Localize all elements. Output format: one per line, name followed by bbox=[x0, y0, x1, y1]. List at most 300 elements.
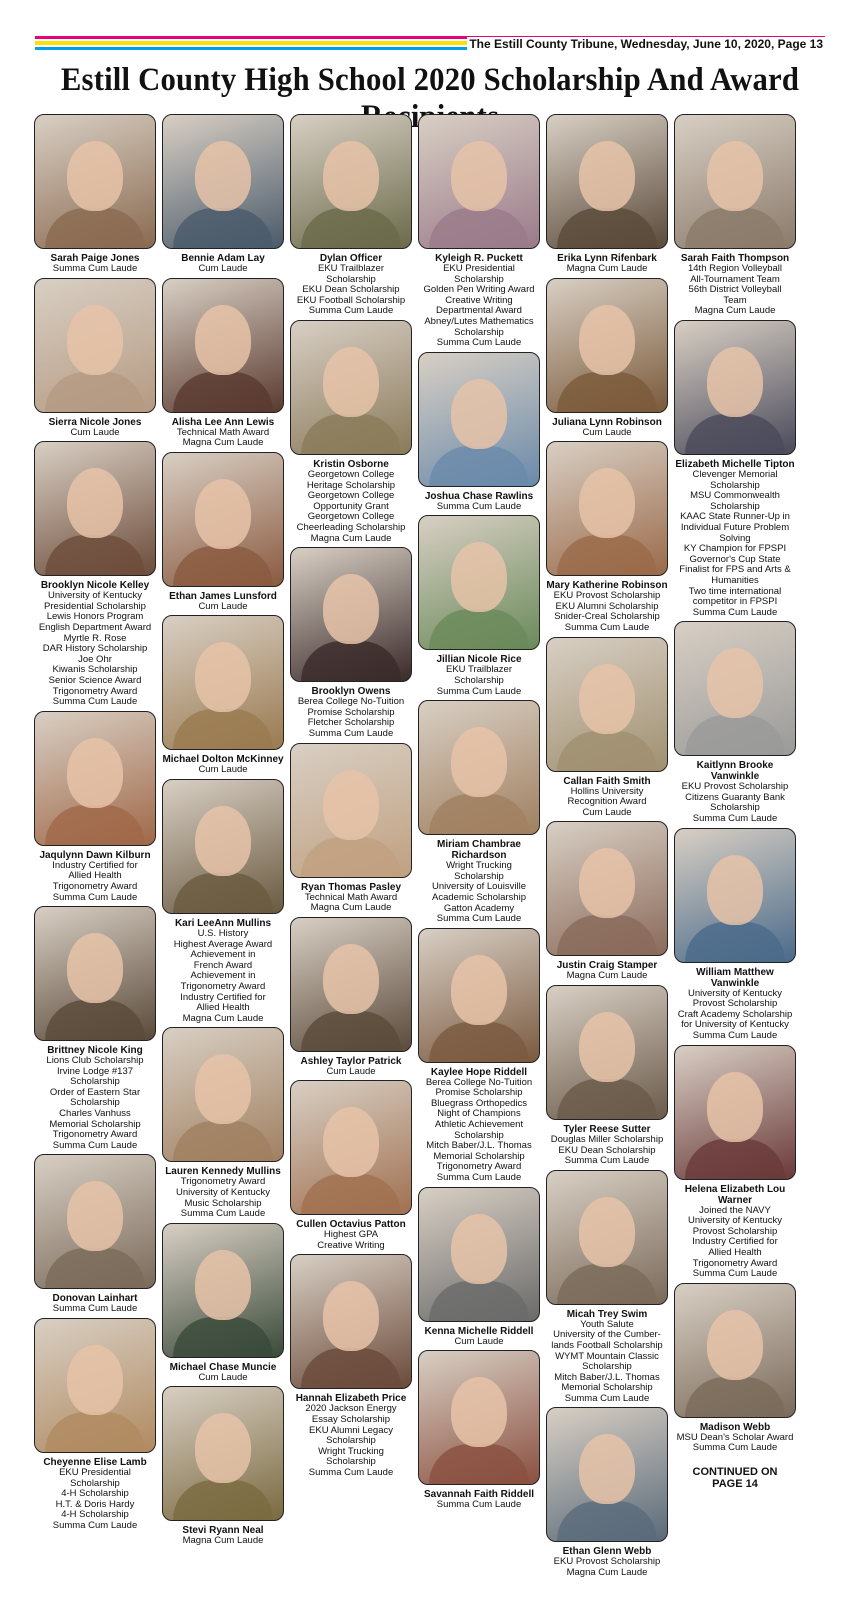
portrait-shoulders bbox=[685, 922, 785, 962]
award-line: Summa Cum Laude bbox=[564, 621, 650, 633]
recipient-name: Hannah Elizabeth Price bbox=[295, 1393, 407, 1405]
award-line: Wright Trucking bbox=[318, 1445, 384, 1457]
recipient-entry bbox=[33, 906, 157, 1151]
portrait-shoulders bbox=[45, 535, 145, 575]
portrait-photo bbox=[674, 114, 796, 249]
award-line: Achievement in bbox=[190, 949, 256, 961]
award-line: Night of Champions bbox=[437, 1108, 521, 1120]
portrait-shoulders bbox=[301, 414, 401, 454]
recipient-entry bbox=[417, 515, 541, 697]
recipient-name: Elizabeth Michelle Tipton bbox=[675, 458, 795, 470]
portrait-face bbox=[195, 479, 251, 549]
portrait-photo bbox=[546, 1407, 668, 1542]
portrait-photo bbox=[162, 278, 284, 413]
award-line: Mitch Baber/J.L. Thomas bbox=[426, 1140, 532, 1152]
award-line: Lions Club Scholarship bbox=[46, 1055, 144, 1067]
award-line: Individual Future Problem bbox=[680, 521, 790, 533]
portrait-photo bbox=[674, 1283, 796, 1418]
recipient-name: Erika Lynn Rifenbark bbox=[557, 253, 657, 264]
portrait-shoulders bbox=[429, 446, 529, 486]
portrait-shoulders bbox=[557, 915, 657, 955]
award-line: Clevenger Memorial bbox=[692, 468, 778, 480]
award-line: Scholarship bbox=[582, 1361, 632, 1373]
recipient-entry bbox=[545, 985, 669, 1167]
recipient-entry bbox=[673, 828, 797, 1042]
award-line: Trigonometry Award bbox=[436, 1161, 522, 1173]
portrait-shoulders bbox=[173, 709, 273, 749]
award-line: Summa Cum Laude bbox=[436, 1172, 522, 1184]
recipient-name: William Matthew Vanwinkle bbox=[696, 966, 774, 989]
award-line: Myrtle R. Rose bbox=[63, 632, 127, 644]
portrait-face bbox=[195, 1413, 251, 1483]
award-line: Summa Cum Laude bbox=[564, 1155, 650, 1167]
recipient-name: Cheyenne Elise Lamb bbox=[43, 1457, 147, 1469]
award-line: KY Champion for FPSPI bbox=[683, 543, 787, 555]
portrait-face bbox=[579, 1012, 635, 1082]
recipient-entry bbox=[33, 114, 157, 275]
recipient-name: Ryan Thomas Pasley bbox=[300, 881, 402, 893]
portrait-photo bbox=[34, 711, 156, 846]
award-line: Georgetown College bbox=[307, 490, 395, 502]
award-line: 14th Region Volleyball bbox=[687, 263, 782, 274]
award-line: competitor in FPSPI bbox=[692, 596, 778, 608]
portrait-shoulders bbox=[45, 1000, 145, 1040]
recipient-entry bbox=[417, 352, 541, 513]
award-line: Promise Scholarship bbox=[435, 1087, 523, 1099]
portrait-shoulders bbox=[429, 794, 529, 834]
award-line: Scholarship bbox=[454, 326, 504, 338]
recipient-entry bbox=[33, 711, 157, 903]
portrait-photo bbox=[546, 821, 668, 956]
portrait-photo bbox=[418, 1187, 540, 1322]
award-line: MSU Dean's Scholar Award bbox=[676, 1431, 794, 1443]
recipient-column bbox=[673, 114, 797, 1490]
recipient-entry bbox=[545, 1407, 669, 1578]
award-line: Gatton Academy bbox=[443, 902, 515, 914]
recipient-entry bbox=[161, 779, 285, 1024]
award-line: Berea College No-Tuition bbox=[297, 696, 405, 708]
award-line: Summa Cum Laude bbox=[52, 696, 138, 708]
award-line: Promise Scholarship bbox=[307, 706, 395, 718]
award-line: Trigonometry Award bbox=[52, 685, 138, 697]
award-line: Creative Writing bbox=[317, 1239, 385, 1251]
award-line: Senior Science Award bbox=[48, 674, 142, 686]
recipient-entry bbox=[33, 1318, 157, 1532]
recipient-entry bbox=[289, 1254, 413, 1478]
award-line: Youth Salute bbox=[580, 1318, 634, 1330]
recipient-entry bbox=[161, 114, 285, 275]
recipient-name: Kyleigh R. Puckett bbox=[435, 253, 523, 264]
award-line: University of Kentucky bbox=[688, 987, 782, 999]
award-line: Cum Laude bbox=[198, 600, 248, 612]
award-line: Memorial Scholarship bbox=[561, 1382, 653, 1394]
recipient-name: Donovan Lainhart bbox=[52, 1293, 138, 1305]
recipient-entry bbox=[545, 821, 669, 982]
recipient-name: Alisha Lee Ann Lewis bbox=[171, 416, 275, 428]
award-line: French Award bbox=[193, 959, 253, 971]
award-line: WYMT Mountain Classic bbox=[555, 1350, 659, 1362]
award-line: Team bbox=[723, 294, 747, 306]
award-line: Industry Certified for bbox=[692, 1236, 778, 1248]
portrait-shoulders bbox=[173, 372, 273, 412]
recipient-column bbox=[417, 114, 541, 1514]
recipient-entry bbox=[289, 917, 413, 1078]
recipient-entry bbox=[417, 700, 541, 925]
award-line: All-Tournament Team bbox=[690, 273, 780, 285]
portrait-face bbox=[707, 1310, 763, 1380]
portrait-photo bbox=[290, 743, 412, 878]
portrait-photo bbox=[162, 615, 284, 750]
award-line: Cum Laude bbox=[326, 1065, 376, 1077]
portrait-face bbox=[451, 1377, 507, 1447]
award-line: Governor's Cup State bbox=[689, 553, 781, 565]
award-line: Magna Cum Laude bbox=[566, 1567, 648, 1579]
portrait-face bbox=[67, 1345, 123, 1415]
recipient-name: Brittney Nicole King bbox=[47, 1045, 143, 1057]
portrait-shoulders bbox=[557, 1264, 657, 1304]
award-line: Provost Scholarship bbox=[692, 1225, 778, 1237]
award-line: Cum Laude bbox=[582, 426, 632, 438]
portrait-face bbox=[67, 738, 123, 808]
portrait-face bbox=[451, 955, 507, 1025]
recipient-entry bbox=[161, 1027, 285, 1219]
portrait-photo bbox=[418, 114, 540, 249]
recipient-name: Madison Webb bbox=[699, 1421, 771, 1433]
award-line: Summa Cum Laude bbox=[692, 1442, 778, 1454]
award-line: Scholarship bbox=[70, 1477, 120, 1489]
portrait-photo bbox=[418, 928, 540, 1063]
portrait-face bbox=[451, 1214, 507, 1284]
portrait-shoulders bbox=[685, 1139, 785, 1179]
recipient-name: Ethan Glenn Webb bbox=[562, 1546, 652, 1558]
portrait-photo bbox=[418, 515, 540, 650]
portrait-photo bbox=[546, 441, 668, 576]
recipient-name: Ethan James Lunsford bbox=[169, 590, 277, 602]
portrait-shoulders bbox=[429, 1022, 529, 1062]
award-line: Trigonometry Award bbox=[52, 880, 138, 892]
recipient-entry bbox=[417, 1350, 541, 1511]
award-line: Summa Cum Laude bbox=[436, 685, 522, 697]
portrait-face bbox=[67, 141, 123, 211]
portrait-shoulders bbox=[685, 208, 785, 248]
award-line: Citizens Guaranty Bank bbox=[685, 791, 785, 803]
award-line: Cum Laude bbox=[454, 1335, 504, 1347]
award-line: Magna Cum Laude bbox=[310, 902, 392, 914]
recipient-entry bbox=[545, 637, 669, 819]
recipient-name: Sierra Nicole Jones bbox=[48, 416, 142, 428]
portrait-photo bbox=[162, 114, 284, 249]
portrait-shoulders bbox=[557, 372, 657, 412]
recipient-name: Lauren Kennedy Mullins bbox=[165, 1166, 281, 1178]
award-line: Summa Cum Laude bbox=[52, 1303, 138, 1315]
award-line: Scholarship bbox=[454, 1129, 504, 1141]
portrait-shoulders bbox=[45, 372, 145, 412]
portrait-face bbox=[323, 347, 379, 417]
award-line: DAR History Scholarship bbox=[42, 643, 148, 655]
portrait-shoulders bbox=[685, 414, 785, 454]
award-line: Scholarship bbox=[454, 870, 504, 882]
portrait-shoulders bbox=[45, 1412, 145, 1452]
award-line: EKU Provost Scholarship bbox=[553, 590, 661, 602]
award-line: Magna Cum Laude bbox=[310, 532, 392, 544]
portrait-photo bbox=[162, 779, 284, 914]
award-line: Finalist for FPS and Arts & bbox=[679, 564, 791, 576]
recipient-entry bbox=[417, 1187, 541, 1348]
portrait-face bbox=[195, 806, 251, 876]
recipient-name: Kaylee Hope Riddell bbox=[430, 1066, 528, 1078]
recipient-entry bbox=[161, 615, 285, 776]
award-line: Cum Laude bbox=[582, 806, 632, 818]
recipient-name: Bennie Adam Lay bbox=[181, 253, 265, 264]
recipient-entry bbox=[673, 114, 797, 317]
award-line: Douglas Miller Scholarship bbox=[550, 1133, 664, 1145]
award-line: Essay Scholarship bbox=[311, 1414, 391, 1426]
recipient-entry bbox=[545, 278, 669, 439]
award-line: Scholarship bbox=[710, 479, 760, 491]
portrait-face bbox=[451, 727, 507, 797]
portrait-face bbox=[195, 1054, 251, 1124]
award-line: Memorial Scholarship bbox=[49, 1118, 141, 1130]
award-line: Opportunity Grant bbox=[313, 500, 389, 512]
recipient-name: Ashley Taylor Patrick bbox=[300, 1055, 402, 1067]
award-line: Scholarship bbox=[326, 1435, 376, 1447]
award-line: Scholarship bbox=[710, 802, 760, 814]
portrait-photo bbox=[34, 1318, 156, 1453]
award-line: Trigonometry Award bbox=[180, 980, 266, 992]
award-line: Recognition Award bbox=[567, 796, 647, 808]
portrait-face bbox=[579, 468, 635, 538]
award-line: Summa Cum Laude bbox=[692, 813, 778, 825]
portrait-photo bbox=[290, 114, 412, 249]
award-line: English Department Award bbox=[38, 621, 152, 633]
portrait-face bbox=[67, 1181, 123, 1251]
portrait-face bbox=[579, 141, 635, 211]
recipient-entry bbox=[33, 441, 157, 708]
recipient-entry bbox=[289, 114, 413, 317]
portrait-photo bbox=[34, 441, 156, 576]
award-line: EKU Dean Scholarship bbox=[302, 284, 400, 296]
portrait-photo bbox=[674, 1045, 796, 1180]
award-line: Summa Cum Laude bbox=[180, 1208, 266, 1220]
recipient-name: Cullen Octavius Patton bbox=[296, 1219, 406, 1231]
recipient-name: Tyler Reese Sutter bbox=[563, 1123, 651, 1135]
portrait-shoulders bbox=[173, 1121, 273, 1161]
award-line: Kiwanis Scholarship bbox=[52, 664, 138, 676]
portrait-face bbox=[579, 1434, 635, 1504]
award-line: Scholarship bbox=[454, 273, 504, 285]
recipient-entry bbox=[545, 441, 669, 633]
portrait-face bbox=[707, 855, 763, 925]
award-line: EKU Trailblazer bbox=[446, 664, 512, 676]
recipient-entry bbox=[289, 743, 413, 914]
portrait-face bbox=[67, 933, 123, 1003]
recipient-name: Kristin Osborne bbox=[313, 458, 389, 470]
award-line: Magna Cum Laude bbox=[566, 970, 648, 982]
award-line: Craft Academy Scholarship bbox=[677, 1008, 793, 1020]
portrait-face bbox=[579, 664, 635, 734]
portrait-face bbox=[323, 141, 379, 211]
award-line: Summa Cum Laude bbox=[52, 891, 138, 903]
recipient-name: Callan Faith Smith bbox=[563, 775, 651, 787]
recipient-entry bbox=[289, 1080, 413, 1251]
award-line: Scholarship bbox=[70, 1097, 120, 1109]
award-line: Provost Scholarship bbox=[692, 998, 778, 1010]
recipient-name: Helena Elizabeth Lou Warner bbox=[684, 1183, 786, 1206]
award-line: University of Kentucky bbox=[48, 590, 142, 602]
award-line: EKU Alumni Legacy bbox=[309, 1424, 393, 1436]
award-line: Allied Health bbox=[68, 870, 122, 882]
portrait-face bbox=[323, 944, 379, 1014]
award-line: Summa Cum Laude bbox=[564, 1392, 650, 1404]
portrait-photo bbox=[674, 621, 796, 756]
recipient-name: Stevi Ryann Neal bbox=[182, 1525, 264, 1537]
portrait-face bbox=[451, 542, 507, 612]
portrait-face bbox=[579, 305, 635, 375]
recipient-name: Savannah Faith Riddell bbox=[423, 1489, 535, 1501]
portrait-face bbox=[195, 642, 251, 712]
portrait-face bbox=[579, 1197, 635, 1267]
portrait-shoulders bbox=[301, 641, 401, 681]
portrait-shoulders bbox=[173, 873, 273, 913]
portrait-shoulders bbox=[429, 208, 529, 248]
award-line: Cheerleading Scholarship bbox=[296, 521, 406, 533]
portrait-shoulders bbox=[301, 1174, 401, 1214]
newspaper-header: The Estill County Tribune, Wednesday, June 10, 2020, Page 13 bbox=[469, 37, 823, 51]
portrait-face bbox=[707, 1072, 763, 1142]
award-line: University of the Cumber- bbox=[553, 1329, 661, 1341]
award-line: Scholarship bbox=[70, 1076, 120, 1088]
award-line: MSU Commonwealth bbox=[690, 490, 780, 502]
portrait-face bbox=[195, 141, 251, 211]
recipient-entry bbox=[417, 114, 541, 349]
portrait-photo bbox=[162, 1027, 284, 1162]
portrait-photo bbox=[546, 985, 668, 1120]
portrait-face bbox=[67, 468, 123, 538]
award-line: EKU Alumni Scholarship bbox=[555, 600, 659, 612]
award-line: Scholarship bbox=[454, 674, 504, 686]
award-line: Irvine Lodge #137 bbox=[56, 1065, 134, 1077]
portrait-shoulders bbox=[173, 1317, 273, 1357]
recipient-column bbox=[289, 114, 413, 1482]
portrait-shoulders bbox=[429, 1444, 529, 1484]
portrait-shoulders bbox=[45, 805, 145, 845]
award-line: Summa Cum Laude bbox=[52, 1139, 138, 1151]
portrait-photo bbox=[418, 700, 540, 835]
portrait-photo bbox=[290, 1080, 412, 1215]
award-line: Magna Cum Laude bbox=[182, 437, 264, 449]
recipient-entry bbox=[161, 452, 285, 613]
portrait-shoulders bbox=[173, 1480, 273, 1520]
award-line: Highest Average Award bbox=[173, 938, 273, 950]
award-line: Presidential Scholarship bbox=[44, 600, 146, 612]
portrait-face bbox=[195, 1250, 251, 1320]
award-line: Creative Writing bbox=[445, 294, 513, 306]
portrait-face bbox=[323, 1281, 379, 1351]
award-line: Summa Cum Laude bbox=[308, 1467, 394, 1479]
portrait-photo bbox=[674, 828, 796, 963]
award-line: EKU Football Scholarship bbox=[296, 294, 406, 306]
award-line: University of Kentucky bbox=[688, 1215, 782, 1227]
award-line: Summa Cum Laude bbox=[308, 727, 394, 739]
award-line: Technical Math Award bbox=[304, 891, 398, 903]
recipient-entry bbox=[673, 621, 797, 824]
award-line: Joe Ohr bbox=[78, 653, 112, 665]
award-line: Summa Cum Laude bbox=[52, 263, 138, 274]
recipient-name: Dylan Officer bbox=[319, 253, 383, 264]
award-line: Summa Cum Laude bbox=[436, 337, 522, 349]
portrait-shoulders bbox=[45, 208, 145, 248]
award-line: Berea College No-Tuition bbox=[425, 1076, 533, 1088]
award-line: Order of Eastern Star bbox=[49, 1086, 141, 1098]
page-title: Estill County High School 2020 Scholarship And Award bbox=[60, 62, 800, 98]
award-line: Technical Math Award bbox=[176, 426, 270, 438]
award-line: Georgetown College bbox=[307, 511, 395, 523]
award-line: Scholarship bbox=[326, 273, 376, 285]
award-line: EKU Provost Scholarship bbox=[553, 1556, 661, 1568]
award-line: Summa Cum Laude bbox=[692, 1030, 778, 1042]
award-line: Solving bbox=[719, 532, 751, 544]
award-line: Summa Cum Laude bbox=[436, 500, 522, 512]
recipient-name: Brooklyn Nicole Kelley bbox=[40, 580, 150, 592]
award-line: Mitch Baber/J.L. Thomas bbox=[554, 1371, 660, 1383]
award-line: Magna Cum Laude bbox=[182, 1012, 264, 1024]
award-line: 4-H Scholarship bbox=[61, 1509, 129, 1521]
portrait-shoulders bbox=[685, 715, 785, 755]
portrait-photo bbox=[546, 278, 668, 413]
award-line: Allied Health bbox=[708, 1247, 762, 1258]
award-line: Summa Cum Laude bbox=[52, 1520, 138, 1531]
portrait-shoulders bbox=[301, 1348, 401, 1388]
award-line: Cum Laude bbox=[70, 426, 120, 438]
portrait-photo bbox=[162, 1386, 284, 1521]
award-line: Academic Scholarship bbox=[432, 891, 526, 903]
award-line: for University of Kentucky bbox=[681, 1019, 789, 1031]
award-line: Trigonometry Award bbox=[52, 1129, 138, 1141]
portrait-face bbox=[323, 574, 379, 644]
award-line: Wright Trucking bbox=[446, 860, 512, 872]
award-line: University of Louisville bbox=[432, 881, 526, 893]
portrait-photo bbox=[34, 1154, 156, 1289]
portrait-shoulders bbox=[173, 208, 273, 248]
portrait-photo bbox=[290, 917, 412, 1052]
award-line: KAAC State Runner-Up in bbox=[680, 511, 790, 523]
portrait-shoulders bbox=[45, 1248, 145, 1288]
recipient-name: Justin Craig Stamper bbox=[556, 960, 658, 972]
award-line: Highest GPA bbox=[323, 1229, 379, 1241]
portrait-photo bbox=[162, 1223, 284, 1358]
portrait-shoulders bbox=[557, 1501, 657, 1541]
award-line: Cum Laude bbox=[198, 1371, 248, 1383]
portrait-face bbox=[707, 648, 763, 718]
portrait-face bbox=[195, 305, 251, 375]
recipient-name: Jillian Nicole Rice bbox=[436, 654, 522, 666]
award-line: 2020 Jackson Energy bbox=[305, 1403, 397, 1415]
portrait-shoulders bbox=[557, 208, 657, 248]
portrait-shoulders bbox=[429, 1281, 529, 1321]
portrait-photo bbox=[674, 320, 796, 455]
portrait-face bbox=[707, 347, 763, 417]
recipient-entry bbox=[545, 1170, 669, 1405]
continued-line: PAGE 14 bbox=[712, 1477, 758, 1490]
award-line: Scholarship bbox=[710, 500, 760, 512]
portrait-face bbox=[451, 379, 507, 449]
award-line: Departmental Award bbox=[436, 305, 522, 317]
award-line: Two time international bbox=[688, 585, 782, 597]
recipient-name: Sarah Paige Jones bbox=[50, 253, 140, 264]
continued-notice bbox=[673, 1466, 797, 1490]
recipient-entry bbox=[673, 1045, 797, 1280]
portrait-photo bbox=[418, 1350, 540, 1485]
